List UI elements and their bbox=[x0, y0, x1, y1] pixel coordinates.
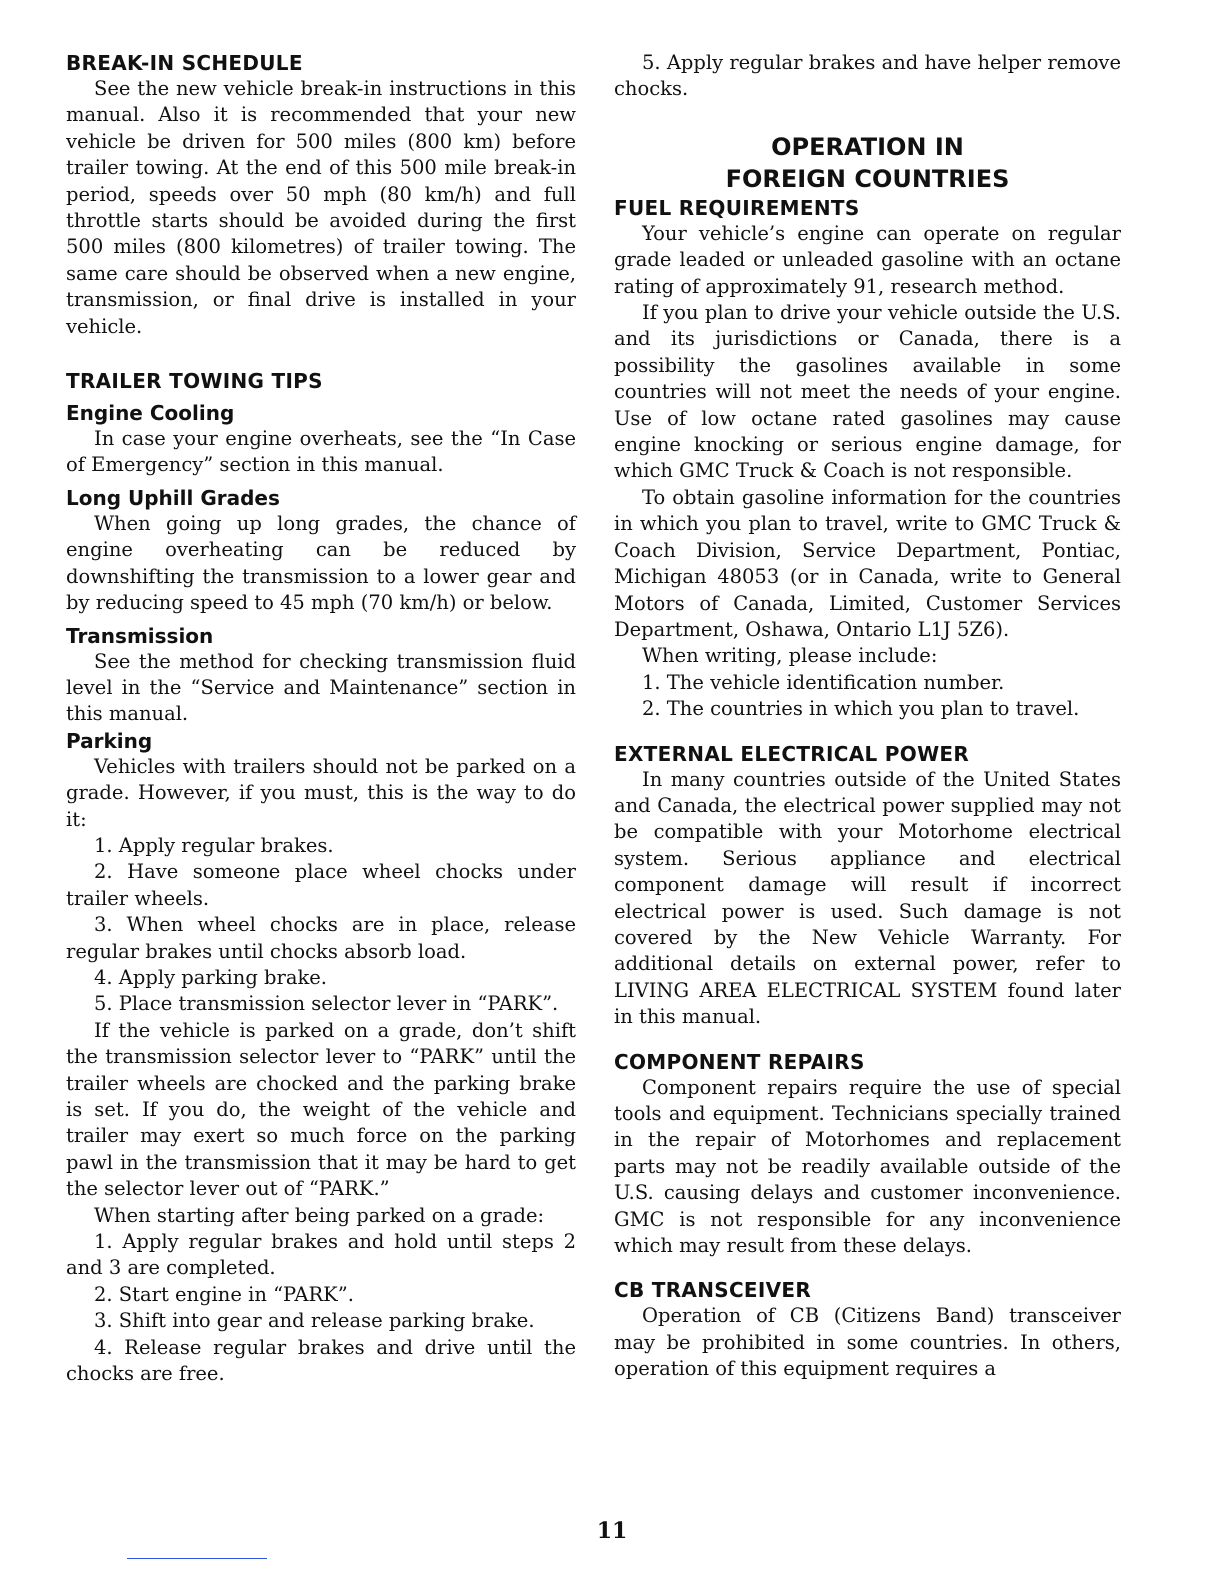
section-title-cb-transceiver: CB TRANSCEIVER bbox=[614, 1278, 812, 1303]
fuel-paragraph-3: To obtain gasoline information for the countries in which you plan to travel, write to GMC Truck & Coach Division, Service Department, Pontiac, Michigan 48053 (or in Canada, write to General Motors of Canada, Limited, Customer Services Department, Oshawa, Ontario L1J 5Z6). bbox=[614, 485, 1121, 641]
page-number: 11 bbox=[596, 1518, 628, 1544]
section-title-fuel: FUEL REQUIREMENTS bbox=[614, 195, 860, 220]
list-item: 1. Apply regular brakes. bbox=[94, 833, 334, 857]
left-column bbox=[66, 50, 576, 1387]
section-title-component-repairs: COMPONENT REPAIRS bbox=[614, 1049, 865, 1074]
list-item: 5. Place transmission selector lever in “PARK”. bbox=[94, 992, 559, 1016]
section-title-break-in: BREAK-IN SCHEDULE bbox=[66, 51, 303, 75]
list-item: 1. Apply regular brakes and hold until steps 2 and 3 are completed. bbox=[66, 1230, 576, 1280]
subheading-long-uphill: Long Uphill Grades bbox=[66, 485, 280, 510]
subheading-engine-cooling: Engine Cooling bbox=[66, 401, 235, 426]
transmission-paragraph: See the method for checking transmission fluid level in the “Service and Maintenance” section in this manual. bbox=[66, 649, 576, 726]
list-item: 4. Release regular brakes and drive until the chocks are free. bbox=[66, 1335, 576, 1386]
list-item: 3. When wheel chocks are in place, release regular brakes until chocks absorb load. bbox=[66, 913, 576, 963]
footer-rule bbox=[127, 1558, 267, 1559]
list-item: 3. Shift into gear and release parking brake. bbox=[94, 1309, 535, 1333]
cb-transceiver-paragraph: Operation of CB (Citizens Band) transceiver may be prohibited in some countries. In others, operation of this equipment requires a bbox=[614, 1304, 1121, 1381]
uphill-paragraph: When going up long grades, the chance of engine overheating can be reduced by downshifting the transmission to a lower gear and by reducing speed to 45 mph (70 km/h) or below. bbox=[66, 511, 576, 615]
section-title-external-power: EXTERNAL ELECTRICAL POWER bbox=[614, 741, 970, 766]
section-title-trailer-towing: TRAILER TOWING TIPS bbox=[66, 369, 323, 394]
list-item: 2. The countries in which you plan to travel. bbox=[642, 697, 1080, 721]
break-in-paragraph: See the new vehicle break-in instructions in this manual. Also it is recommended that your new vehicle be driven for 500 miles (800 km) before trailer towing. At the end of this 500 mile break-in period, speeds over 50 mph (80 km/h) and full throttle starts should be avoided during the first 500 miles (800 kilometres) of trailer towing. The same care should be observed when a new engine, transmission, or final drive is installed in your vehicle. bbox=[66, 77, 576, 338]
parking-paragraph: Vehicles with trailers should not be parked on a grade. However, if you must, this is the way to do it: bbox=[66, 754, 576, 831]
list-item: 2. Have someone place wheel chocks under trailer wheels. bbox=[66, 860, 576, 910]
fuel-paragraph-4: When writing, please include: bbox=[642, 644, 938, 668]
fuel-paragraph-1: Your vehicle’s engine can operate on regular grade leaded or unleaded gasoline with an octane rating of approximately 91, research method. bbox=[614, 221, 1121, 298]
chapter-title-line-1: OPERATION IN bbox=[771, 132, 964, 161]
external-power-paragraph: In many countries outside of the United States and Canada, the electrical power supplied may not be compatible with your Motorhome electrical system. Serious appliance and electrical component damage will result if incorrect electrical power is used. Such damage is not covered by the New Vehicle Warranty. For additional details on external power, refer to LIVING AREA ELECTRICAL SYSTEM found later in this manual. bbox=[614, 767, 1121, 1029]
list-item: 4. Apply parking brake. bbox=[94, 965, 328, 989]
subheading-transmission: Transmission bbox=[66, 623, 214, 648]
right-column bbox=[614, 50, 1121, 1383]
list-item: 5. Apply regular brakes and have helper remove chocks. bbox=[614, 51, 1121, 101]
chapter-title-line-2: FOREIGN COUNTRIES bbox=[725, 164, 1010, 193]
parking-note-paragraph: If the vehicle is parked on a grade, don’t shift the transmission selector lever to “PARK” until the trailer wheels are chocked and the parking brake is set. If you do, the weight of the vehicle and trailer may exert so much force on the parking pawl in the transmission that it may be hard to get the selector lever out of “PARK.” bbox=[66, 1018, 576, 1201]
subheading-parking: Parking bbox=[66, 728, 153, 753]
list-item: 1. The vehicle identification number. bbox=[642, 670, 1005, 694]
fuel-paragraph-2: If you plan to drive your vehicle outside the U.S. and its jurisdictions or Canada, there is a possibility the gasolines available in some countries will not meet the needs of your engine. Use of low octane rated gasolines may cause engine knocking or serious engine damage, for which GMC Truck & Coach is not responsible. bbox=[614, 301, 1121, 483]
list-item: 2. Start engine in “PARK”. bbox=[94, 1282, 354, 1306]
component-repairs-paragraph: Component repairs require the use of special tools and equipment. Technicians specially trained in the repair of Motorhomes and replacement parts may not be readily available outside of the U.S. causing delays and customer inconvenience. GMC is not responsible for any inconvenience which may result from these delays. bbox=[614, 1075, 1121, 1258]
starting-intro: When starting after being parked on a grade: bbox=[94, 1203, 545, 1227]
engine-cooling-paragraph: In case your engine overheats, see the “In Case of Emergency” section in this manual. bbox=[66, 427, 576, 477]
